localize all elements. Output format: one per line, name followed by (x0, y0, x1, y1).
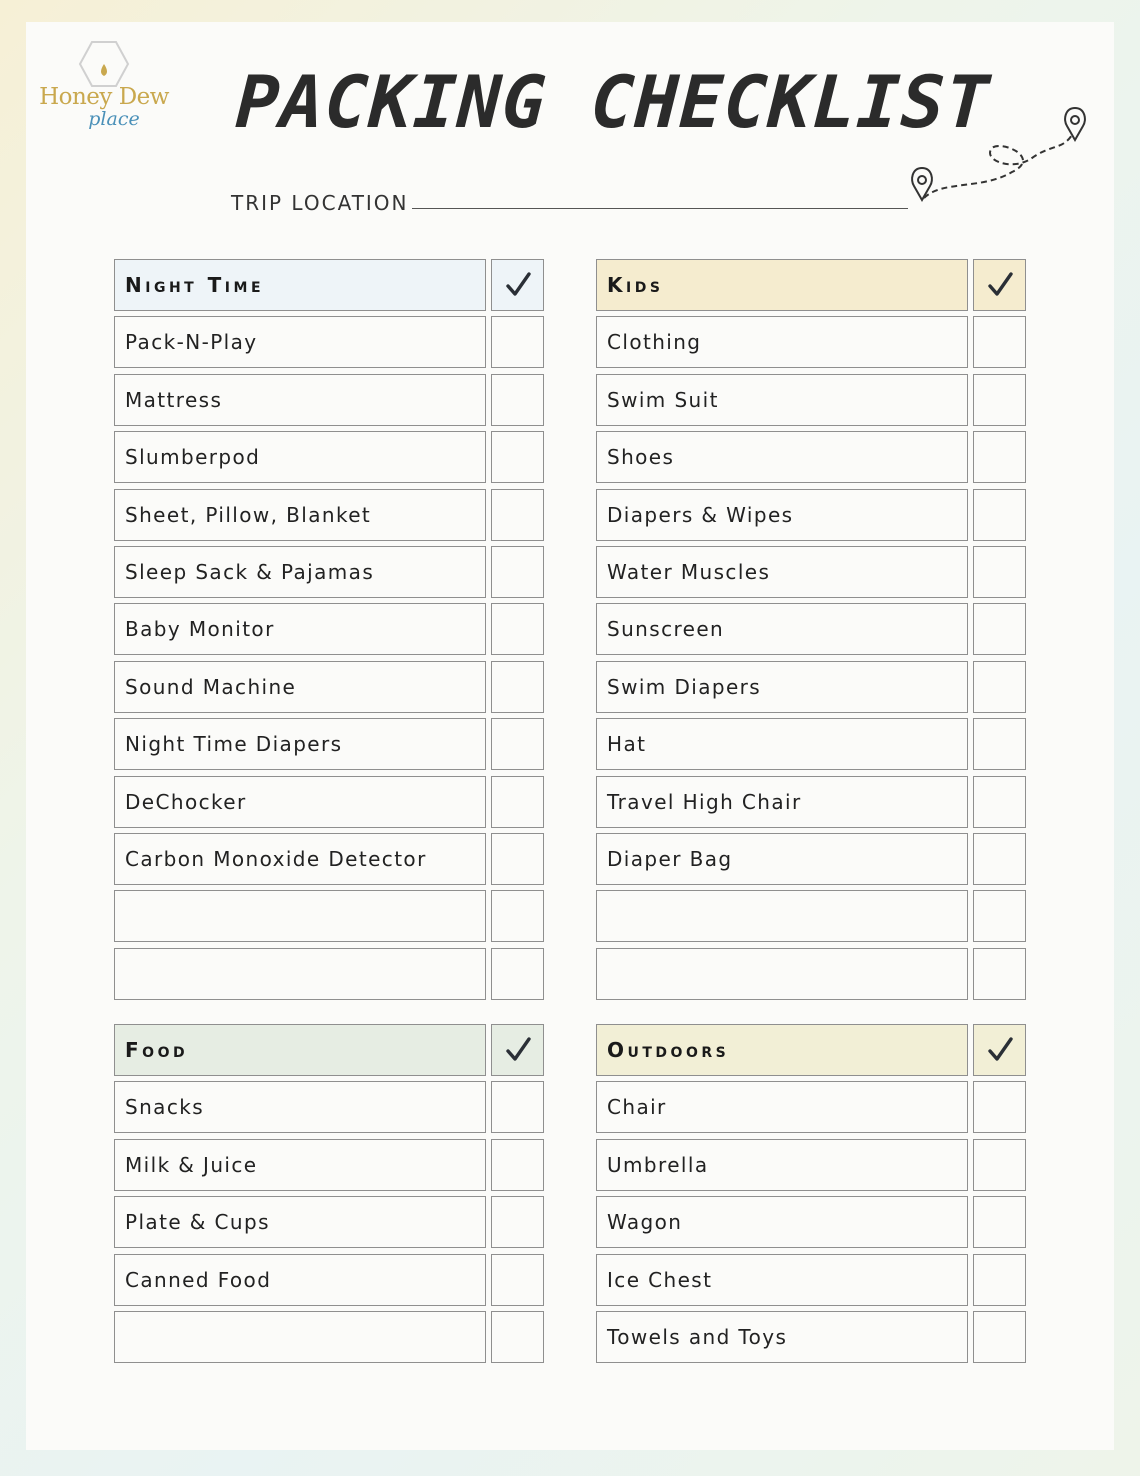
item-checkbox[interactable] (973, 489, 1026, 541)
item-label[interactable]: Wagon (596, 1196, 968, 1248)
header-check-cell (491, 259, 544, 311)
item-label[interactable]: Travel High Chair (596, 776, 968, 828)
item-label[interactable] (114, 890, 486, 942)
item-label[interactable]: Sunscreen (596, 603, 968, 655)
item-label[interactable]: Slumberpod (114, 431, 486, 483)
item-checkbox[interactable] (491, 661, 544, 713)
header-check-cell (973, 1024, 1026, 1076)
item-checkbox[interactable] (973, 1196, 1026, 1248)
section-title: Food (114, 1024, 486, 1076)
item-label[interactable] (114, 1311, 486, 1363)
item-checkbox[interactable] (491, 374, 544, 426)
item-label[interactable]: Mattress (114, 374, 486, 426)
item-label[interactable]: Sheet, Pillow, Blanket (114, 489, 486, 541)
item-label[interactable] (114, 948, 486, 1000)
item-checkbox[interactable] (973, 1081, 1026, 1133)
item-label[interactable]: Carbon Monoxide Detector (114, 833, 486, 885)
header-check-cell (973, 259, 1026, 311)
item-label[interactable] (596, 890, 968, 942)
route-map-pins-icon (902, 100, 1102, 210)
item-checkbox[interactable] (491, 1311, 544, 1363)
item-label[interactable]: Sleep Sack & Pajamas (114, 546, 486, 598)
item-label[interactable]: Night Time Diapers (114, 718, 486, 770)
checkmark-icon (504, 1036, 532, 1064)
item-label[interactable]: Pack-N-Play (114, 316, 486, 368)
item-label[interactable]: Chair (596, 1081, 968, 1133)
checkmark-icon (504, 271, 532, 299)
brand-name: Honey Dew (39, 84, 169, 110)
item-checkbox[interactable] (973, 776, 1026, 828)
item-checkbox[interactable] (973, 546, 1026, 598)
header-check-cell (491, 1024, 544, 1076)
item-checkbox[interactable] (491, 776, 544, 828)
item-checkbox[interactable] (491, 833, 544, 885)
item-checkbox[interactable] (973, 603, 1026, 655)
section-title: Night Time (114, 259, 486, 311)
item-label[interactable]: Towels and Toys (596, 1311, 968, 1363)
item-checkbox[interactable] (491, 316, 544, 368)
item-checkbox[interactable] (973, 374, 1026, 426)
item-checkbox[interactable] (491, 1081, 544, 1133)
item-checkbox[interactable] (491, 1139, 544, 1191)
item-label[interactable]: Umbrella (596, 1139, 968, 1191)
item-checkbox[interactable] (973, 1139, 1026, 1191)
trip-location-label: TRIP LOCATION (231, 191, 409, 215)
brand-logo (34, 40, 174, 140)
item-checkbox[interactable] (973, 833, 1026, 885)
checkmark-icon (986, 271, 1014, 299)
item-label[interactable]: Shoes (596, 431, 968, 483)
item-checkbox[interactable] (973, 890, 1026, 942)
item-label[interactable]: Diaper Bag (596, 833, 968, 885)
item-checkbox[interactable] (973, 316, 1026, 368)
item-label[interactable] (596, 948, 968, 1000)
item-label[interactable]: Ice Chest (596, 1254, 968, 1306)
item-label[interactable]: Clothing (596, 316, 968, 368)
item-label[interactable]: Hat (596, 718, 968, 770)
item-checkbox[interactable] (491, 890, 544, 942)
item-label[interactable]: Baby Monitor (114, 603, 486, 655)
hexagon-logo-icon (78, 40, 130, 88)
item-label[interactable]: Water Muscles (596, 546, 968, 598)
item-label[interactable]: Swim Suit (596, 374, 968, 426)
item-checkbox[interactable] (491, 948, 544, 1000)
item-checkbox[interactable] (491, 1254, 544, 1306)
trip-location-field[interactable] (412, 208, 908, 209)
item-label[interactable]: Swim Diapers (596, 661, 968, 713)
item-checkbox[interactable] (973, 661, 1026, 713)
item-label[interactable]: Milk & Juice (114, 1139, 486, 1191)
item-label[interactable]: Diapers & Wipes (596, 489, 968, 541)
item-checkbox[interactable] (491, 489, 544, 541)
item-checkbox[interactable] (973, 1254, 1026, 1306)
item-label[interactable]: Canned Food (114, 1254, 486, 1306)
item-label[interactable]: Sound Machine (114, 661, 486, 713)
item-checkbox[interactable] (973, 431, 1026, 483)
page-title: PACKING CHECKLIST (233, 60, 993, 144)
item-label[interactable]: Plate & Cups (114, 1196, 486, 1248)
section-title: Outdoors (596, 1024, 968, 1076)
map-pin-icon (1065, 108, 1085, 140)
item-checkbox[interactable] (973, 1311, 1026, 1363)
item-checkbox[interactable] (491, 546, 544, 598)
section-title: Kids (596, 259, 968, 311)
checkmark-icon (986, 1036, 1014, 1064)
item-checkbox[interactable] (491, 718, 544, 770)
item-checkbox[interactable] (973, 718, 1026, 770)
item-checkbox[interactable] (491, 1196, 544, 1248)
item-checkbox[interactable] (973, 948, 1026, 1000)
item-label[interactable]: DeChocker (114, 776, 486, 828)
item-checkbox[interactable] (491, 603, 544, 655)
item-label[interactable]: Snacks (114, 1081, 486, 1133)
item-checkbox[interactable] (491, 431, 544, 483)
brand-tagline: place (88, 108, 140, 130)
